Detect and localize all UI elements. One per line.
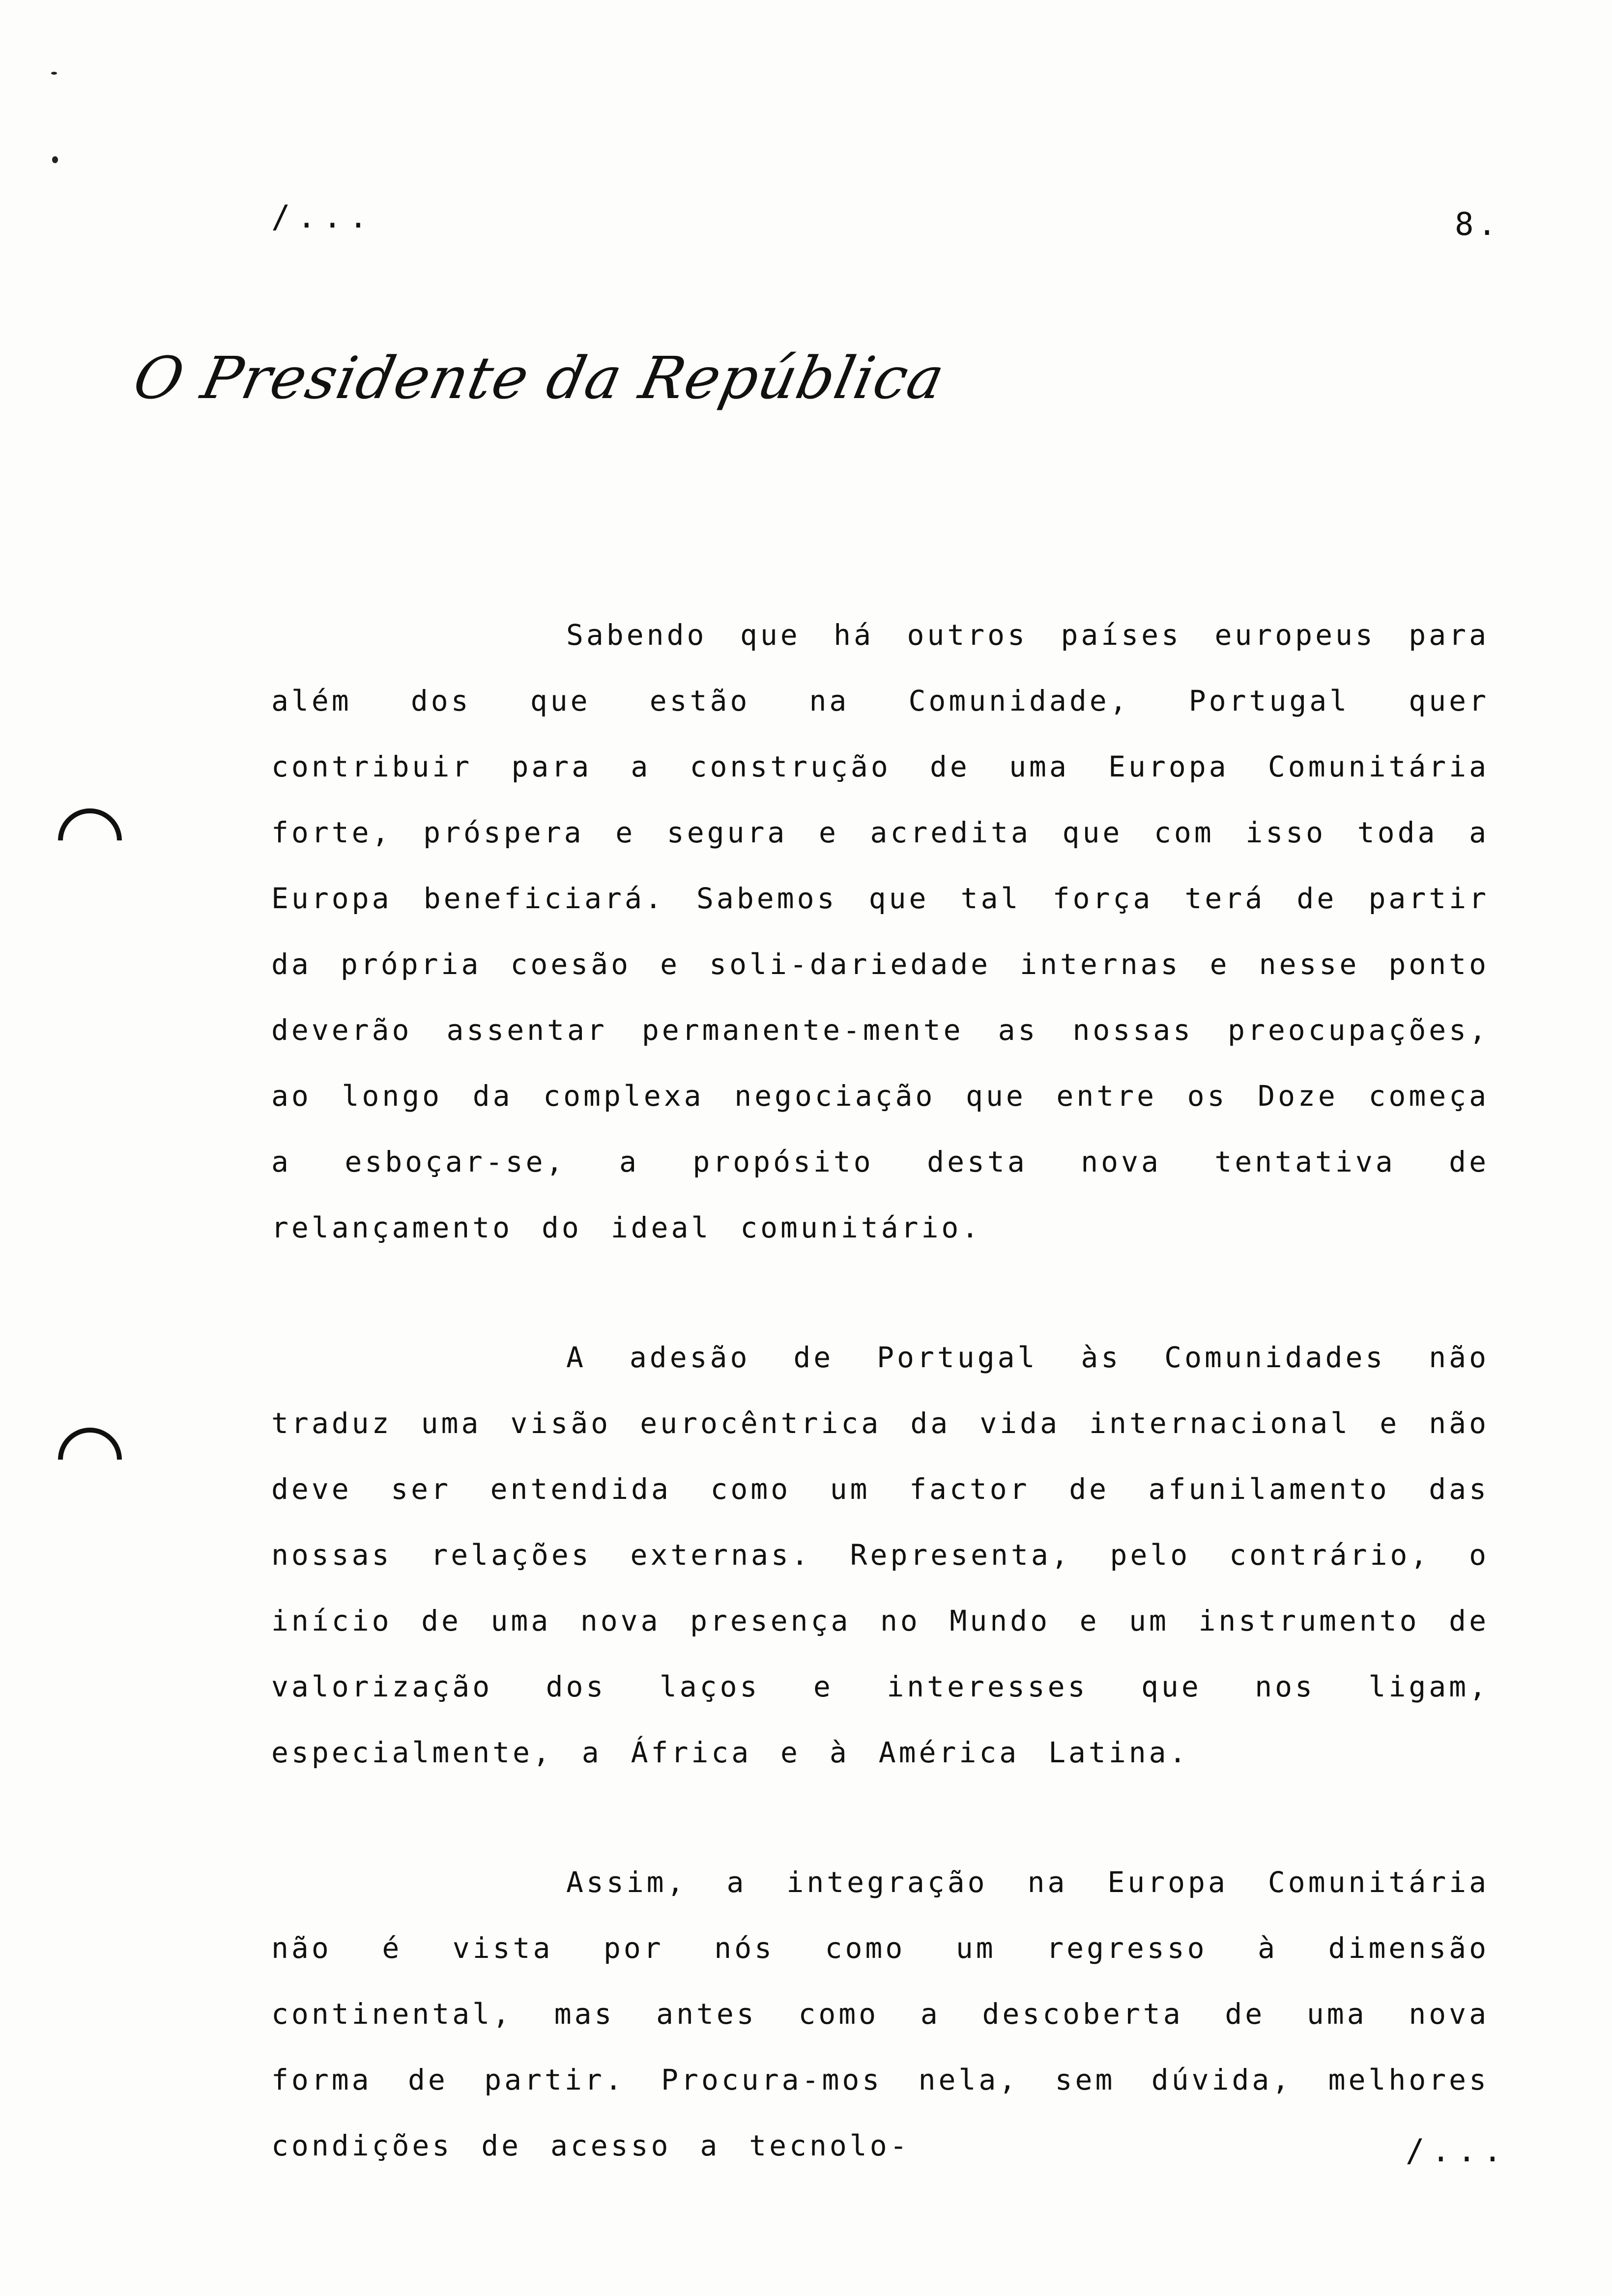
punch-hole-mark — [45, 795, 135, 886]
letterhead-title: O Presidente da República — [128, 344, 951, 412]
footer-continuation-mark: /... — [1406, 2133, 1509, 2169]
punch-hole-mark — [45, 1414, 135, 1505]
scan-speck — [52, 156, 58, 163]
paragraph: Sabendo que há outros países europeus para além dos que estão na Comunidade, Portugal quer contribuir para a construção de uma Europa Comunitária forte, próspera e segura e acredita que com isso toda a Europa beneficiará. Sabemos que tal força terá de partir da própria coesão e soli-dariedade internas e nesse ponto deverão assentar permanente-mente as nossas preocupações, ao longo da complexa negociação que entre os Doze começa a esboçar-se, a propósito desta nova tentativa de relançamento do ideal comunitário. — [271, 618, 1489, 1244]
scan-speck — [51, 72, 57, 75]
page-number: 8. — [1455, 206, 1501, 243]
body-text — [271, 602, 1489, 2242]
paragraph: A adesão de Portugal às Comunidades não traduz uma visão eurocêntrica da vida internacional e não deve ser entendida como um factor de afunilamento das nossas relações externas. Representa, pelo contrário, o início de uma nova presença no Mundo e um instrumento de valorização dos laços e interesses que nos ligam, especialmente, a África e à América Latina. — [271, 1341, 1489, 1769]
header-continuation-mark: /... — [271, 199, 375, 235]
paragraph: Assim, a integração na Europa Comunitária não é vista por nós como um regresso à dimensão continental, mas antes como a descoberta de uma nova forma de partir. Procura-mos nela, sem dúvida, melhores condições de acesso a tecnolo- — [271, 1866, 1489, 2162]
